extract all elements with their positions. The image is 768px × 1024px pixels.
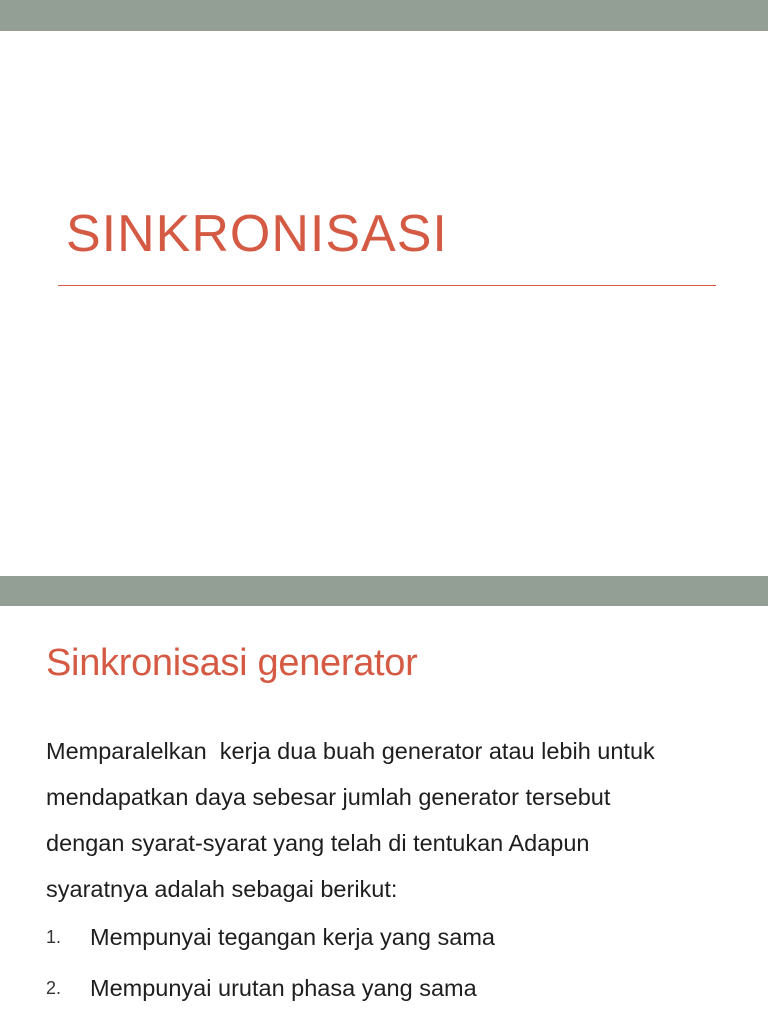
slide-divider-band [0,576,768,606]
body-paragraph [46,728,736,912]
paragraph-line: Memparalelkan kerja dua buah generator atau lebih untuk [46,738,655,764]
slide1-title: SINKRONISASI [66,205,448,263]
paragraph-line: mendapatkan daya sebesar jumlah generator tersebut [46,784,611,810]
requirements-list [46,914,746,1016]
top-band [0,0,768,31]
title-underline [58,285,716,286]
list-number: 2. [46,978,62,998]
list-item [46,965,746,1016]
slide2-title: Sinkronisasi generator [46,642,418,684]
list-text: Mempunyai urutan phasa yang sama [90,975,477,1001]
list-number: 1. [46,927,62,947]
paragraph-line: dengan syarat-syarat yang telah di tentukan Adapun [46,830,590,856]
paragraph-line: syaratnya adalah sebagai berikut: [46,876,398,902]
list-item [46,914,746,965]
list-text: Mempunyai tegangan kerja yang sama [90,924,495,950]
